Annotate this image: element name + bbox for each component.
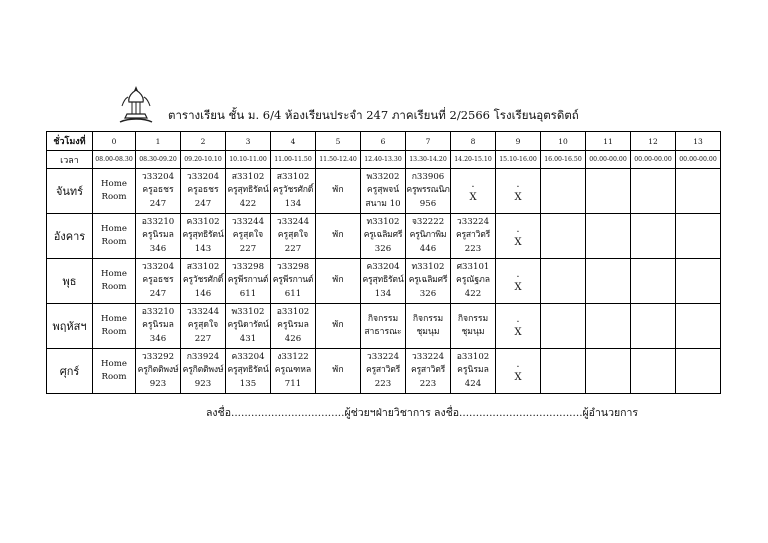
- schedule-cell: [586, 259, 631, 304]
- cell-line: ชุมนุม: [461, 327, 485, 337]
- cell-line: 227: [194, 333, 212, 344]
- schedule-cell: [316, 214, 361, 259]
- cell-line: ก33906: [411, 171, 445, 182]
- schedule-cell: [496, 169, 541, 214]
- schedule-cell: [406, 259, 451, 304]
- cell-line: ครูสุดใจ: [187, 320, 219, 331]
- cell-line: ครูอธชร: [142, 275, 174, 286]
- schedule-cell: [361, 304, 406, 349]
- cell-line: 247: [149, 288, 167, 299]
- period-number: 11: [586, 132, 631, 151]
- period-time: 16.00-16.50: [541, 151, 586, 169]
- cell-line: ครูสาวิตรี: [410, 365, 446, 376]
- schedule-cell: [361, 169, 406, 214]
- cell-line: 135: [239, 378, 257, 389]
- schedule-cell: [226, 349, 271, 394]
- schedule-cell: [181, 259, 226, 304]
- cell-line: 134: [374, 288, 392, 299]
- cell-line: ครูวัชรศักดิ์: [182, 275, 224, 286]
- cell-line: ครูสุทธิรัตน์: [227, 185, 269, 196]
- cell-line: ว33204: [141, 261, 175, 272]
- cell-line: ครูสุทธิรัตน์: [182, 230, 224, 241]
- schedule-cell: [271, 259, 316, 304]
- cell-line: ครูอธชร: [187, 185, 219, 196]
- cell-line: ครูสุทธิรัตน์: [362, 275, 404, 286]
- period-time: 13.30-14.20: [406, 151, 451, 169]
- schedule-cell: [676, 169, 721, 214]
- cell-line: 956: [419, 198, 437, 209]
- schedule-cell: [451, 349, 496, 394]
- day-name: อังคาร: [47, 214, 93, 259]
- cell-line: 223: [464, 243, 482, 254]
- period-number: 0: [93, 132, 136, 151]
- cell-line: 446: [419, 243, 437, 254]
- cell-line: Room: [101, 282, 127, 292]
- cell-line: Home: [101, 223, 127, 234]
- cell-line: X: [514, 237, 522, 248]
- period-number: 10: [541, 132, 586, 151]
- day-row: [47, 304, 721, 349]
- cell-line: 247: [149, 198, 167, 209]
- cell-line: ครูนิรมล: [142, 230, 174, 241]
- schedule-cell: [631, 259, 676, 304]
- cell-line: ส33102: [231, 171, 265, 182]
- cell-line: ส33102: [186, 261, 220, 272]
- cell-line: Room: [101, 237, 127, 247]
- cell-line: ครูพีรกานต์: [227, 275, 269, 286]
- schedule-cell: [226, 214, 271, 259]
- schedule-cell: [496, 304, 541, 349]
- period-time: 00.00-00.00: [586, 151, 631, 169]
- cell-line: พัก: [332, 275, 344, 286]
- period-time: 00.00-00.00: [676, 151, 721, 169]
- cell-line: Room: [101, 327, 127, 337]
- day-row: [47, 169, 721, 214]
- cell-line: ครูสุดใจ: [232, 230, 264, 241]
- day-name: ศุกร์: [47, 349, 93, 394]
- schedule-cell: [406, 214, 451, 259]
- period-number: 1: [136, 132, 181, 151]
- schedule-cell: [496, 259, 541, 304]
- cell-line: ครูณัฐภล: [455, 275, 490, 286]
- schedule-cell: [631, 349, 676, 394]
- period-number: 6: [361, 132, 406, 151]
- schedule-cell: [676, 259, 721, 304]
- cell-line: ว33298: [231, 261, 265, 272]
- schedule-cell: [226, 304, 271, 349]
- schedule-cell: [316, 304, 361, 349]
- period-time: 08.00-08.30: [93, 151, 136, 169]
- time-header-row: [47, 151, 721, 169]
- cell-line: .: [516, 268, 520, 280]
- cell-line: ครูกิตติพงษ์: [137, 365, 179, 376]
- cell-line: Home: [101, 268, 127, 279]
- cell-line: พ33102: [231, 306, 265, 317]
- schedule-cell: [271, 169, 316, 214]
- cell-line: X: [469, 192, 477, 203]
- schedule-cell: [541, 304, 586, 349]
- schedule-cell: [136, 304, 181, 349]
- cell-line: ครูสาวิตรี: [455, 230, 491, 241]
- cell-line: ครูกิตติพงษ์: [182, 365, 224, 376]
- cell-line: Room: [101, 192, 127, 202]
- schedule-cell: [586, 214, 631, 259]
- cell-line: ว33204: [186, 171, 220, 182]
- schedule-cell: [541, 169, 586, 214]
- period-time: 00.00-00.00: [631, 151, 676, 169]
- cell-line: ว33224: [411, 351, 445, 362]
- schedule-cell: [93, 349, 136, 394]
- cell-line: ค33102: [186, 216, 220, 227]
- period-time: 11.50-12.40: [316, 151, 361, 169]
- schedule-cell: [181, 349, 226, 394]
- cell-line: ศ33101: [456, 261, 490, 272]
- cell-line: 424: [464, 378, 482, 389]
- cell-line: กิจกรรม: [457, 313, 489, 324]
- schedule-cell: [136, 349, 181, 394]
- cell-line: 247: [194, 198, 212, 209]
- cell-line: ค33204: [231, 351, 265, 362]
- period-number: 3: [226, 132, 271, 151]
- period-number: 9: [496, 132, 541, 151]
- schedule-cell: [93, 169, 136, 214]
- schedule-cell: [271, 349, 316, 394]
- schedule-cell: [181, 169, 226, 214]
- period-number: 5: [316, 132, 361, 151]
- period-number: 12: [631, 132, 676, 151]
- cell-line: กิจกรรม: [412, 313, 444, 324]
- schedule-cell: [631, 304, 676, 349]
- schedule-cell: [181, 214, 226, 259]
- schedule-cell: [316, 259, 361, 304]
- cell-line: พัก: [332, 185, 344, 196]
- cell-line: ว33244: [276, 216, 310, 227]
- period-time: 14.20-15.10: [451, 151, 496, 169]
- cell-line: .: [516, 223, 520, 235]
- schedule-cell: [541, 259, 586, 304]
- cell-line: 431: [239, 333, 257, 344]
- cell-line: 146: [194, 288, 212, 299]
- cell-line: 346: [149, 333, 167, 344]
- day-name: จันทร์: [47, 169, 93, 214]
- cell-line: ครูวัชรศักดิ์: [272, 185, 314, 196]
- cell-line: Room: [101, 372, 127, 382]
- cell-line: ว33244: [231, 216, 265, 227]
- schedule-cell: [226, 169, 271, 214]
- cell-line: ชุมนุม: [416, 327, 440, 337]
- cell-line: 923: [149, 378, 167, 389]
- day-row: [47, 214, 721, 259]
- schedule-cell: [676, 304, 721, 349]
- cell-line: ครูอธชร: [142, 185, 174, 196]
- period-time: 10.10-11.00: [226, 151, 271, 169]
- schedule-cell: [496, 214, 541, 259]
- cell-line: ว33298: [276, 261, 310, 272]
- cell-line: พัก: [332, 230, 344, 241]
- cell-line: .: [471, 178, 475, 190]
- cell-line: ครูเฉลิมศรี: [363, 230, 403, 241]
- schedule-cell: [406, 304, 451, 349]
- cell-line: ส33102: [276, 171, 310, 182]
- schedule-cell: [181, 304, 226, 349]
- cell-line: 223: [419, 378, 437, 389]
- schedule-cell: [316, 169, 361, 214]
- schedule-cell: [451, 304, 496, 349]
- schedule-cell: [586, 304, 631, 349]
- schedule-cell: [361, 214, 406, 259]
- day-name: พฤหัสฯ: [47, 304, 93, 349]
- cell-line: 346: [149, 243, 167, 254]
- schedule-cell: [451, 259, 496, 304]
- schedule-cell: [676, 349, 721, 394]
- schedule-cell: [136, 214, 181, 259]
- time-label: เวลา: [47, 151, 93, 169]
- cell-line: 326: [419, 288, 437, 299]
- schedule-cell: [316, 349, 361, 394]
- schedule-cell: [496, 349, 541, 394]
- corner-label: ชั่วโมงที่: [47, 132, 93, 151]
- schedule-cell: [271, 214, 316, 259]
- day-row: [47, 349, 721, 394]
- cell-line: กิจกรรม: [367, 313, 399, 324]
- period-time: 12.40-13.30: [361, 151, 406, 169]
- cell-line: ก33924: [186, 351, 220, 362]
- cell-line: ว33204: [141, 171, 175, 182]
- cell-line: 426: [284, 333, 302, 344]
- cell-line: 223: [374, 378, 392, 389]
- cell-line: อ33102: [276, 306, 310, 317]
- cell-line: ง33122: [277, 351, 309, 362]
- cell-line: X: [514, 327, 522, 338]
- schedule-cell: [93, 259, 136, 304]
- period-time: 15.10-16.00: [496, 151, 541, 169]
- schedule-cell: [631, 214, 676, 259]
- cell-line: ครูนิรมล: [142, 320, 174, 331]
- schedule-cell: [451, 169, 496, 214]
- cell-line: สาธารณะ: [364, 327, 402, 337]
- cell-line: พัก: [332, 365, 344, 376]
- period-number: 7: [406, 132, 451, 151]
- cell-line: 611: [284, 288, 302, 299]
- cell-line: ครูสาวิตรี: [365, 365, 401, 376]
- timetable: [46, 131, 721, 394]
- cell-line: จ32222: [411, 216, 445, 227]
- schedule-cell: [271, 304, 316, 349]
- cell-line: ครูสุทธิรัตน์: [227, 365, 269, 376]
- cell-line: X: [514, 372, 522, 383]
- cell-line: ท33102: [366, 216, 400, 227]
- cell-line: อ33210: [141, 216, 175, 227]
- cell-line: ครูสุพจน์: [366, 185, 400, 196]
- schedule-cell: [406, 349, 451, 394]
- cell-line: .: [516, 178, 520, 190]
- cell-line: ครูนิภาพิม: [409, 230, 447, 241]
- cell-line: X: [514, 282, 522, 293]
- schedule-cell: [586, 169, 631, 214]
- cell-line: อ33102: [456, 351, 490, 362]
- cell-line: ว33224: [456, 216, 490, 227]
- cell-line: ครูนิรมล: [277, 320, 309, 331]
- cell-line: ครูพีรกานต์: [272, 275, 314, 286]
- period-number: 13: [676, 132, 721, 151]
- cell-line: 227: [239, 243, 257, 254]
- period-number: 2: [181, 132, 226, 151]
- cell-line: ครูณฑหล: [274, 365, 312, 376]
- period-time: 09.20-10.10: [181, 151, 226, 169]
- schedule-cell: [93, 214, 136, 259]
- schedule-cell: [586, 349, 631, 394]
- cell-line: ครูนิดารัตน์: [227, 320, 269, 331]
- schedule-cell: [361, 349, 406, 394]
- cell-line: ครูพรรณนิภ: [406, 185, 450, 196]
- day-row: [47, 259, 721, 304]
- period-time: 11.00-11.50: [271, 151, 316, 169]
- period-header-row: [47, 132, 721, 151]
- cell-line: Home: [101, 313, 127, 324]
- cell-line: สนาม 10: [365, 198, 401, 209]
- cell-line: ว33224: [366, 351, 400, 362]
- schedule-cell: [136, 259, 181, 304]
- cell-line: 923: [194, 378, 212, 389]
- cell-line: .: [516, 358, 520, 370]
- cell-line: พ33202: [366, 171, 400, 182]
- cell-line: ท33102: [411, 261, 445, 272]
- cell-line: 422: [464, 288, 482, 299]
- cell-line: X: [514, 192, 522, 203]
- cell-line: 227: [284, 243, 302, 254]
- cell-line: 422: [239, 198, 257, 209]
- schedule-cell: [541, 214, 586, 259]
- page-title: ตารางเรียน ชั้น ม. 6/4 ห้องเรียนประจำ 247 ภาคเรียนที่ 2/2566 โรงเรียนอุตรดิตถ์: [168, 108, 579, 122]
- school-emblem-icon: [116, 84, 156, 126]
- cell-line: 711: [284, 378, 302, 389]
- cell-line: อ33210: [141, 306, 175, 317]
- cell-line: 326: [374, 243, 392, 254]
- cell-line: 143: [194, 243, 212, 254]
- schedule-cell: [406, 169, 451, 214]
- cell-line: 611: [239, 288, 257, 299]
- period-time: 08.30-09.20: [136, 151, 181, 169]
- period-number: 8: [451, 132, 496, 151]
- cell-line: ว33244: [186, 306, 220, 317]
- cell-line: .: [516, 313, 520, 325]
- schedule-cell: [541, 349, 586, 394]
- signature-line: ลงชื่อ..................................ผู้ช่วยฯฝ่ายวิชาการ ลงชื่อ.....................................ผู้อำนวยการ: [206, 407, 639, 419]
- schedule-cell: [226, 259, 271, 304]
- schedule-cell: [451, 214, 496, 259]
- schedule-cell: [676, 214, 721, 259]
- schedule-cell: [93, 304, 136, 349]
- cell-line: ครูสุดใจ: [277, 230, 309, 241]
- cell-line: ค33204: [366, 261, 400, 272]
- day-name: พุธ: [47, 259, 93, 304]
- cell-line: ครูนิรมล: [457, 365, 489, 376]
- cell-line: ครูเฉลิมศรี: [408, 275, 448, 286]
- cell-line: พัก: [332, 320, 344, 331]
- cell-line: Home: [101, 178, 127, 189]
- schedule-cell: [136, 169, 181, 214]
- schedule-cell: [631, 169, 676, 214]
- period-number: 4: [271, 132, 316, 151]
- cell-line: Home: [101, 358, 127, 369]
- cell-line: 134: [284, 198, 302, 209]
- cell-line: ว33292: [141, 351, 175, 362]
- schedule-cell: [361, 259, 406, 304]
